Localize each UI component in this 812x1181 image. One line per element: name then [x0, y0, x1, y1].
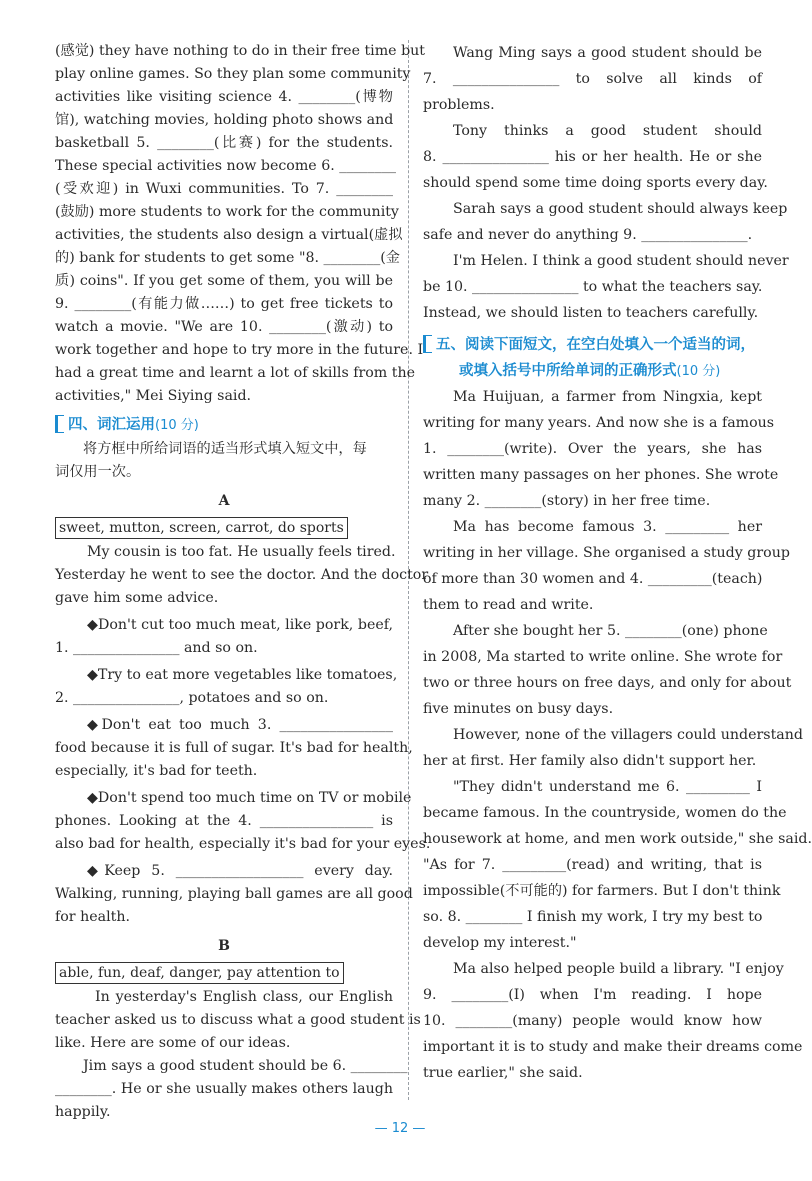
text-line: written many passages on her phones. She wrote: [423, 467, 779, 483]
text-line: I'm Helen. I think a good student should never: [453, 253, 789, 269]
text-line: writing in her village. She organised a study group: [423, 545, 790, 561]
section-5-points: (10 分): [676, 364, 721, 379]
text-line: her at first. Her family also didn't support her.: [423, 753, 757, 769]
text-line: happily.: [55, 1104, 111, 1120]
text-line: five minutes on busy days.: [423, 701, 614, 717]
tip-line: also bad for health, especially it's bad for your eyes.: [55, 836, 431, 852]
section-5-heading: [423, 332, 762, 358]
section-4-title: 四、词汇运用: [68, 417, 155, 433]
text-line: basketball 5. ________(比赛) for the students.: [55, 135, 393, 151]
section-4-points: (10 分): [155, 418, 199, 433]
text-line: 9. ________(有能力做……) to get free tickets to: [55, 296, 393, 312]
text-line: 7. _______________ to solve all kinds of: [423, 71, 762, 87]
text-line: activities like visiting science 4. ________(博物: [55, 89, 393, 105]
text-line: "They didn't understand me 6. _________ I: [453, 779, 762, 795]
text-line: of more than 30 women and 4. _________(teach): [423, 571, 763, 587]
text-line: "As for 7. _________(read) and writing, that is: [423, 857, 762, 873]
text-line: play online games. So they plan some community: [55, 66, 411, 82]
right-column: [423, 40, 812, 1086]
text-line: develop my interest.": [423, 935, 577, 951]
text-line: 9. ________(I) when I'm reading. I hope: [423, 987, 762, 1003]
text-line: true earlier," she said.: [423, 1065, 583, 1081]
text-line: Ma has become famous 3. _________ her: [453, 519, 762, 535]
text-line: important it is to study and make their dreams come: [423, 1039, 803, 1055]
text-line: Ma also helped people build a library. "I enjoy: [453, 961, 784, 977]
text-line: had a great time and learnt a lot of skills from the: [55, 365, 416, 381]
text-line: My cousin is too fat. He usually feels tired.: [87, 544, 396, 560]
text-line: 10. ________(many) people would know how: [423, 1013, 762, 1029]
instruction-line: 将方框中所给词语的适当形式填入短文中，每: [83, 441, 367, 457]
text-line: After she bought her 5. ________(one) phone: [453, 623, 768, 639]
word-box-a: sweet, mutton, screen, carrot, do sports: [55, 517, 348, 539]
text-line: housework at home, and men work outside," she said.: [423, 831, 812, 847]
word-box-b: able, fun, deaf, danger, pay attention to: [55, 962, 344, 984]
tip-line: ◆Don't eat too much 3. ________________: [87, 717, 393, 733]
text-line: many 2. ________(story) in her free time.: [423, 493, 711, 509]
tip-line: ◆Keep 5. __________________ every day.: [87, 863, 393, 879]
text-line: In yesterday's English class, our English: [95, 989, 393, 1005]
text-line: 质) coins". If you get some of them, you will be: [55, 273, 393, 289]
text-line: Ma Huijuan, a farmer from Ningxia, kept: [453, 389, 762, 405]
instruction-line: 词仅用一次。: [55, 464, 141, 480]
text-line: gave him some advice.: [55, 590, 219, 606]
tip-line: food because it is full of sugar. It's bad for health,: [55, 740, 413, 756]
word-box-b-row: [55, 960, 393, 986]
text-line: two or three hours on free days, and only for about: [423, 675, 792, 691]
text-line: watch a movie. "We are 10. ________(激动) to: [55, 319, 393, 335]
section-bracket-icon: [423, 335, 432, 353]
text-line: 1. ________(write). Over the years, she has: [423, 441, 762, 457]
text-line: These special activities now become 6. ________: [55, 158, 397, 174]
tip-line: 1. _______________ and so on.: [55, 640, 258, 656]
text-line: (受欢迎) in Wuxi communities. To 7. ________: [55, 181, 393, 197]
section-4-heading: [55, 412, 393, 438]
section-bracket-icon: [55, 415, 64, 433]
tip-line: phones. Looking at the 4. ________________ is: [55, 813, 393, 829]
text-line: Sarah says a good student should always keep: [453, 201, 788, 217]
tip-line: ◆Try to eat more vegetables like tomatoes,: [87, 667, 398, 683]
text-line: should spend some time doing sports every day.: [423, 175, 768, 191]
text-line: Jim says a good student should be 6. ________: [83, 1058, 408, 1074]
tip-line: for health.: [55, 909, 130, 925]
part-b-label: B: [218, 938, 230, 954]
text-line: problems.: [423, 97, 495, 113]
tip-line: Walking, running, playing ball games are all good: [55, 886, 413, 902]
text-line: like. Here are some of our ideas.: [55, 1035, 291, 1051]
page-number: — 12 —: [374, 1121, 426, 1136]
text-line: Wang Ming says a good student should be: [453, 45, 762, 61]
text-line: so. 8. ________ I finish my work, I try my best to: [423, 909, 763, 925]
text-line: Tony thinks a good student should: [453, 123, 762, 139]
text-line: 8. _______________ his or her health. He or she: [423, 149, 762, 165]
text-line: activities," Mei Siying said.: [55, 388, 252, 404]
text-line: activities, the students also design a virtual(虚拟: [55, 227, 403, 243]
tip-line: ◆Don't cut too much meat, like pork, beef,: [87, 617, 393, 633]
text-line: be 10. _______________ to what the teachers say.: [423, 279, 763, 295]
tip-line: ◆Don't spend too much time on TV or mobile: [87, 790, 412, 806]
section-5-title: 五、阅读下面短文，在空白处填入一个适当的词，: [436, 337, 755, 353]
text-line: in 2008, Ma started to write online. She wrote for: [423, 649, 783, 665]
text-line: became famous. In the countryside, women do the: [423, 805, 787, 821]
text-line: them to read and write.: [423, 597, 594, 613]
part-a-label: A: [218, 493, 230, 509]
text-line: (鼓励) more students to work for the community: [55, 204, 399, 220]
text-line: However, none of the villagers could understand: [453, 727, 803, 743]
text-line: ________. He or she usually makes others laugh: [55, 1081, 393, 1097]
tip-line: especially, it's bad for teeth.: [55, 763, 258, 779]
text-line: writing for many years. And now she is a famous: [423, 415, 775, 431]
text-line: work together and hope to try more in the future. I: [55, 342, 424, 358]
section-5-title-cont: 或填入括号中所给单词的正确形式: [459, 363, 677, 379]
text-line: Instead, we should listen to teachers carefully.: [423, 305, 759, 321]
section-5-heading-line2: [423, 358, 762, 384]
left-column: [55, 40, 431, 1124]
text-line: impossible(不可能的) for farmers. But I don't think: [423, 883, 781, 899]
text-line: 的) bank for students to get some "8. ________(金: [55, 250, 400, 266]
text-line: 馆), watching movies, holding photo shows and: [55, 112, 394, 128]
text-line: (感觉) they have nothing to do in their free time but: [55, 43, 426, 59]
text-line: Yesterday he went to see the doctor. And the doctor: [55, 567, 429, 583]
passage-continuation: [55, 40, 426, 408]
text-line: safe and never do anything 9. _______________.: [423, 227, 753, 243]
text-line: teacher asked us to discuss what a good student is: [55, 1012, 421, 1028]
tip-line: 2. _______________, potatoes and so on.: [55, 690, 329, 706]
word-box-a-row: [55, 515, 393, 541]
